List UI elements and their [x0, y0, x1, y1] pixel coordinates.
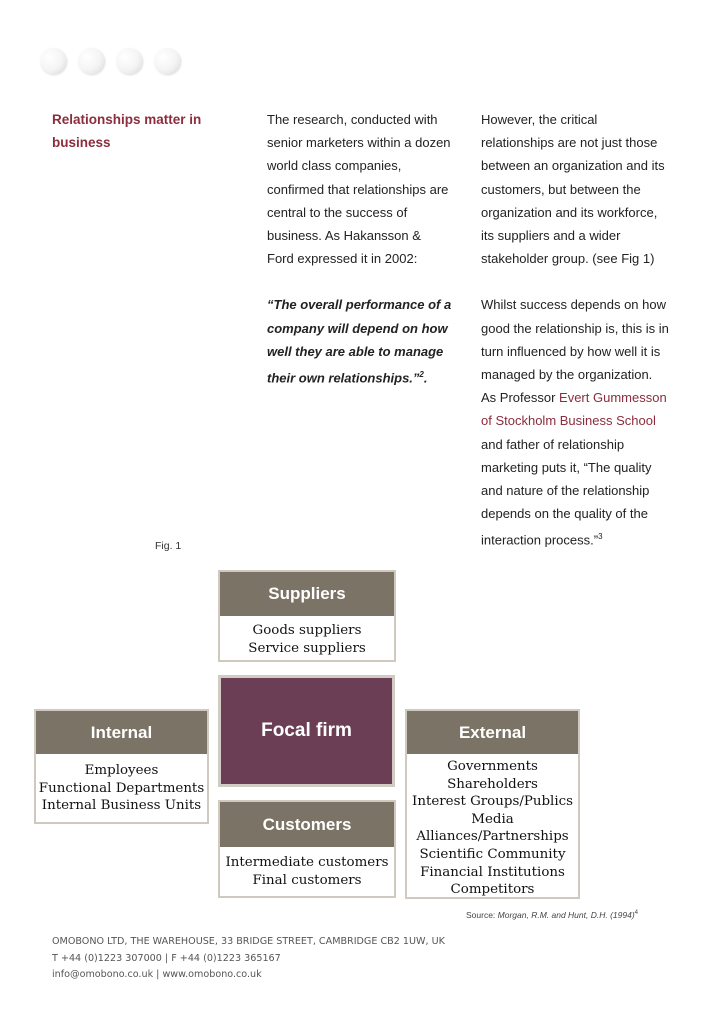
logo-circle	[154, 48, 180, 74]
internal-item: Internal Business Units	[41, 798, 202, 814]
text-line: central to the success of	[267, 204, 408, 220]
text-line: world class companies,	[267, 158, 402, 174]
footer	[52, 934, 445, 984]
text-line: relationships are not just those	[481, 135, 658, 151]
quote-line: “The overall performance of a	[267, 297, 452, 313]
footnote-ref: 3	[598, 532, 603, 542]
suppliers-item: Service suppliers	[248, 640, 366, 656]
text-line: customers, but between the	[481, 181, 641, 197]
external-list	[407, 754, 578, 899]
internal-item: Functional Departments	[38, 780, 205, 796]
heading-line: business	[52, 135, 111, 151]
customers-item: Intermediate customers	[225, 855, 389, 870]
external-item: Scientific Community	[419, 846, 566, 862]
quote-line: well they are able to manage	[267, 343, 444, 359]
external-item: Governments	[447, 759, 538, 774]
text-line: its suppliers and a wider	[481, 228, 621, 244]
quote-text: their own relationships.”	[267, 370, 420, 386]
text-line-end: interaction process.”	[481, 532, 599, 548]
text-line: and nature of the relationship	[481, 483, 650, 499]
footer-address: OMOBONO LTD, THE WAREHOUSE, 33 BRIDGE STREET, CAMBRIDGE CB2 1UW, UK	[52, 936, 445, 947]
text-line: good the relationship is, this is in	[481, 320, 669, 336]
figure-label: Fig. 1	[155, 540, 182, 552]
external-item: Financial Institutions	[420, 864, 565, 880]
suppliers-item: Goods suppliers	[252, 623, 362, 638]
external-item: Alliances/Partnerships	[416, 829, 569, 845]
text-line: confirmed that relationships are	[267, 181, 449, 197]
text-line: business. As Hakansson &	[267, 228, 421, 244]
text-line: between an organization and its	[481, 158, 665, 174]
text-line: senior marketers within a dozen	[267, 135, 451, 151]
footer-contact: info@omobono.co.uk | www.omobono.co.uk	[52, 969, 262, 980]
text-line: and father of relationship	[481, 436, 625, 452]
focal-firm-title: Focal firm	[261, 720, 352, 741]
text-line: Whilst success depends on how	[481, 297, 666, 313]
text-line	[481, 386, 696, 409]
section-heading	[52, 108, 252, 154]
figure-source	[466, 910, 638, 920]
text-line	[481, 525, 696, 552]
focal-firm-box	[218, 675, 395, 787]
quote-line: company will depend on how	[267, 320, 448, 336]
text-line: stakeholder group. (see Fig 1)	[481, 251, 655, 267]
external-item: Competitors	[450, 882, 535, 898]
customers-item: Final customers	[252, 872, 362, 888]
text-line: organization and its workforce,	[481, 204, 658, 220]
quote	[267, 293, 472, 389]
logo-circle	[40, 48, 66, 74]
customers-box	[218, 800, 396, 898]
external-item: Shareholders	[447, 776, 538, 792]
customers-title: Customers	[220, 802, 394, 847]
suppliers-box	[218, 570, 396, 662]
prof-prefix: As Professor	[481, 390, 560, 406]
footnote-ref: 2	[419, 370, 424, 380]
source-prefix: Source:	[466, 910, 498, 920]
text-line: The research, conducted with	[267, 112, 438, 127]
source-citation: Morgan, R.M. and Hunt, D.H. (1994)	[497, 910, 635, 920]
external-item: Interest Groups/Publics	[412, 794, 573, 810]
internal-list	[36, 754, 207, 815]
suppliers-list	[220, 616, 394, 657]
text-line: turn influenced by how well it is	[481, 343, 661, 359]
suppliers-title: Suppliers	[220, 572, 394, 616]
heading-line: Relationships matter in	[52, 112, 202, 127]
external-box	[405, 709, 580, 899]
internal-item: Employees	[84, 763, 159, 778]
logo-circle	[78, 48, 104, 74]
external-item: Media	[471, 811, 514, 827]
footnote-ref: 4	[634, 910, 639, 917]
column-research	[267, 108, 472, 390]
column-relationships	[481, 108, 696, 552]
text-line: marketing puts it, “The quality	[481, 459, 652, 475]
text-line: Ford expressed it in 2002:	[267, 251, 418, 267]
text-line: However, the critical	[481, 112, 598, 127]
quote-line-last	[267, 363, 472, 390]
footer-phone: T +44 (0)1223 307000 | F +44 (0)1223 365167	[52, 952, 281, 964]
internal-box	[34, 709, 209, 824]
logo-circle	[116, 48, 142, 74]
text-line: depends on the quality of the	[481, 506, 648, 522]
quote-end: .	[423, 370, 428, 386]
internal-title: Internal	[36, 711, 207, 754]
customers-list	[220, 847, 394, 889]
prof-affiliation: of Stockholm Business School	[481, 413, 656, 429]
text-line: managed by the organization.	[481, 367, 653, 383]
prof-name: Evert Gummesson	[559, 390, 667, 406]
external-title: External	[407, 711, 578, 754]
